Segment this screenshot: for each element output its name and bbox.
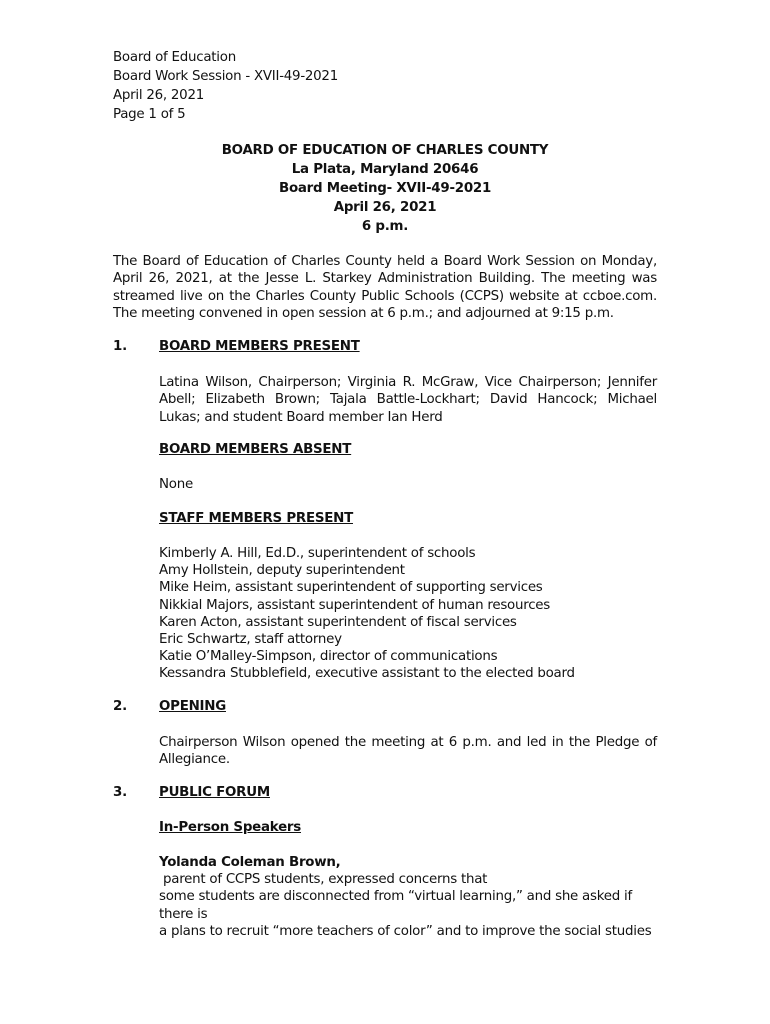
staff-list	[159, 545, 575, 683]
title-location: La Plata, Maryland 20646	[291, 162, 479, 177]
staff-list-item: Mike Heim, assistant superintendent of supporting services	[159, 580, 543, 596]
header-page-number: Page 1 of 5	[113, 107, 186, 122]
staff-list-item: Kessandra Stubblefield, executive assistant to the elected board	[159, 666, 575, 682]
speaker-line-2: some students are disconnected from “virtual learning,” and she asked if there is	[159, 889, 632, 922]
staff-list-item: Nikkial Majors, assistant superintendent of human resources	[159, 597, 551, 613]
title-organization: BOARD OF EDUCATION OF CHARLES COUNTY	[221, 143, 549, 158]
staff-list-item: Katie O’Malley-Simpson, director of communications	[159, 649, 498, 665]
speaker-line-3: a plans to recruit “more teachers of color” and to improve the social studies	[159, 923, 652, 939]
running-header	[113, 48, 338, 124]
section-heading-board-present: BOARD MEMBERS PRESENT	[159, 339, 360, 354]
section-heading-staff-present: STAFF MEMBERS PRESENT	[159, 511, 353, 526]
section-heading-board-absent: BOARD MEMBERS ABSENT	[159, 442, 352, 457]
speaker-name: Yolanda Coleman Brown,	[159, 855, 341, 870]
board-present-list: Latina Wilson, Chairperson; Virginia R. McGraw, Vice Chairperson; Jennifer Abell; Elizabeth Brown; Tajala Battle-Lockhart; David Hancock; Michael Lukas; and student Board member Ian Herd	[159, 375, 657, 425]
subheading-in-person-speakers: In-Person Speakers	[159, 820, 301, 835]
header-organization: Board of Education	[113, 50, 236, 65]
board-absent-text: None	[159, 477, 193, 492]
opening-text: Chairperson Wilson opened the meeting at 6 p.m. and led in the Pledge of Allegiance.	[159, 735, 657, 768]
speaker-paragraph	[159, 854, 657, 940]
section-number-3: 3.	[113, 785, 127, 800]
section-heading-public-forum: PUBLIC FORUM	[159, 785, 270, 800]
title-date: April 26, 2021	[333, 200, 437, 215]
section-number-2: 2.	[113, 699, 127, 714]
header-session: Board Work Session - XVII-49-2021	[113, 69, 338, 84]
document-title	[0, 141, 770, 236]
title-time: 6 p.m.	[361, 219, 409, 234]
speaker-text: parent of CCPS students, expressed concerns that	[159, 872, 488, 888]
staff-list-item: Kimberly A. Hill, Ed.D., superintendent of schools	[159, 546, 476, 561]
title-meeting: Board Meeting- XVII-49-2021	[278, 181, 492, 196]
section-heading-opening: OPENING	[159, 699, 226, 714]
staff-list-item: Amy Hollstein, deputy superintendent	[159, 563, 405, 579]
speaker-line-1	[159, 854, 657, 888]
header-date: April 26, 2021	[113, 88, 204, 103]
staff-list-item: Eric Schwartz, staff attorney	[159, 632, 342, 648]
section-number-1: 1.	[113, 339, 127, 354]
intro-paragraph: The Board of Education of Charles County held a Board Work Session on Monday, April 26, 2021, at the Jesse L. Starkey Administration Building. The meeting was streamed live on the Charles County Public Schools (CCPS) website at ccboe.com. The meeting convened in open session at 6 p.m.; and adjourned at 9:15 p.m.	[113, 254, 657, 322]
staff-list-item: Karen Acton, assistant superintendent of fiscal services	[159, 614, 517, 630]
